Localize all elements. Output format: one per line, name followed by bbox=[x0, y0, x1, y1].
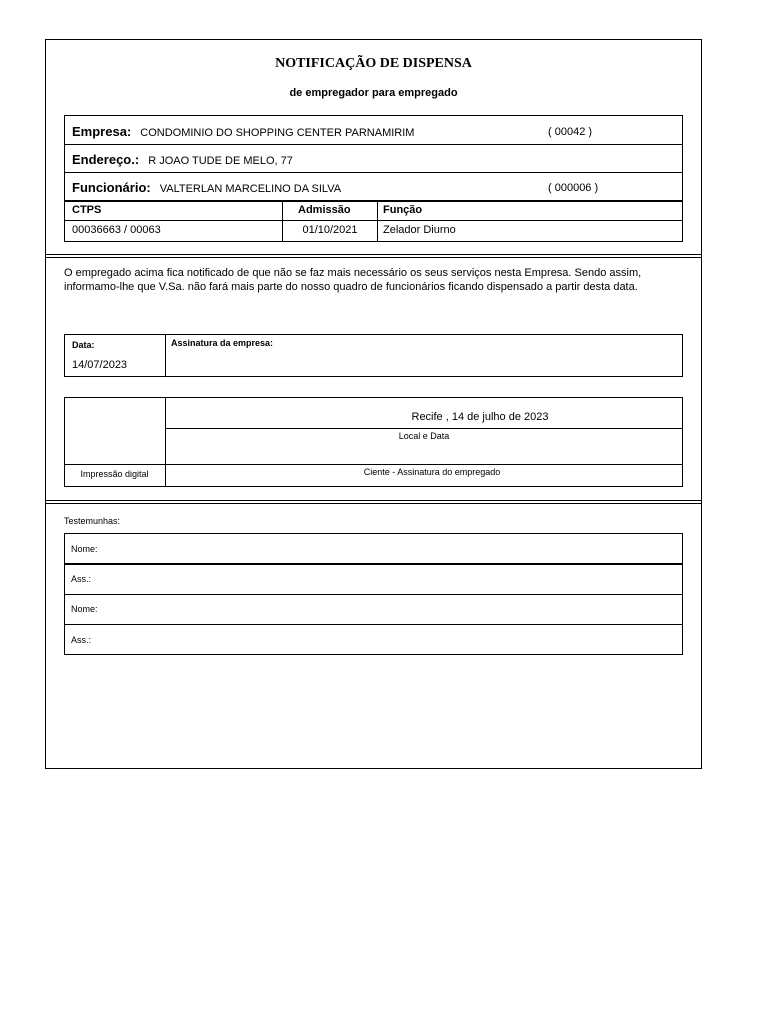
impressao-digital-label: Impressão digital bbox=[80, 469, 149, 479]
funcionario-code: ( 000006 ) bbox=[548, 182, 599, 194]
empresa-label: Empresa: bbox=[72, 124, 132, 139]
signature-box bbox=[64, 334, 683, 377]
divider bbox=[64, 144, 683, 145]
empresa-row bbox=[72, 124, 414, 139]
funcionario-row bbox=[72, 180, 341, 195]
data-value: 14/07/2023 bbox=[72, 359, 128, 371]
divider bbox=[64, 464, 683, 465]
funcao-header: Função bbox=[383, 204, 423, 216]
divider bbox=[377, 201, 378, 242]
empresa-code: ( 00042 ) bbox=[548, 126, 593, 138]
divider bbox=[64, 200, 683, 202]
data-label: Data: bbox=[72, 340, 95, 350]
endereco-value: R JOAO TUDE DE MELO, 77 bbox=[148, 155, 293, 167]
local-data-caption: Local e Data bbox=[398, 431, 450, 441]
divider bbox=[64, 624, 683, 625]
divider bbox=[165, 428, 683, 429]
admissao-value: 01/10/2021 bbox=[302, 224, 358, 236]
funcao-value: Zelador Diurno bbox=[383, 224, 456, 236]
empresa-value: CONDOMINIO DO SHOPPING CENTER PARNAMIRIM bbox=[140, 127, 415, 139]
endereco-label: Endereço.: bbox=[72, 152, 140, 167]
divider bbox=[64, 563, 683, 565]
document-title: NOTIFICAÇÃO DE DISPENSA bbox=[275, 56, 472, 71]
endereco-row bbox=[72, 152, 293, 167]
section-separator bbox=[45, 254, 702, 258]
witness-row: Nome: bbox=[71, 604, 98, 614]
section-separator bbox=[45, 500, 702, 504]
witness-row: Nome: bbox=[71, 544, 98, 554]
testemunhas-label: Testemunhas: bbox=[64, 516, 121, 526]
divider bbox=[64, 220, 683, 221]
assinatura-label: Assinatura da empresa: bbox=[171, 338, 274, 348]
notice-text: O empregado acima fica notificado de que não se faz mais necessário os seus serviços nesta Empresa. Sendo assim, informamo-lhe que V.Sa. não fará mais parte do nosso quadro de funcionários ficando dispensado a partir desta data. bbox=[64, 267, 642, 293]
divider bbox=[64, 594, 683, 595]
admissao-header: Admissão bbox=[298, 204, 351, 216]
document-subtitle: de empregador para empregado bbox=[289, 87, 458, 99]
funcionario-label: Funcionário: bbox=[72, 180, 151, 195]
witness-row: Ass.: bbox=[71, 635, 92, 645]
ctps-header: CTPS bbox=[72, 204, 102, 216]
ciente-label: Ciente - Assinatura do empregado bbox=[363, 467, 501, 477]
divider bbox=[165, 334, 166, 377]
funcionario-value: VALTERLAN MARCELINO DA SILVA bbox=[159, 183, 342, 195]
witness-row: Ass.: bbox=[71, 574, 92, 584]
local-data-value: Recife , 14 de julho de 2023 bbox=[411, 411, 549, 423]
divider bbox=[64, 172, 683, 173]
ctps-value: 00036663 / 00063 bbox=[72, 224, 161, 236]
